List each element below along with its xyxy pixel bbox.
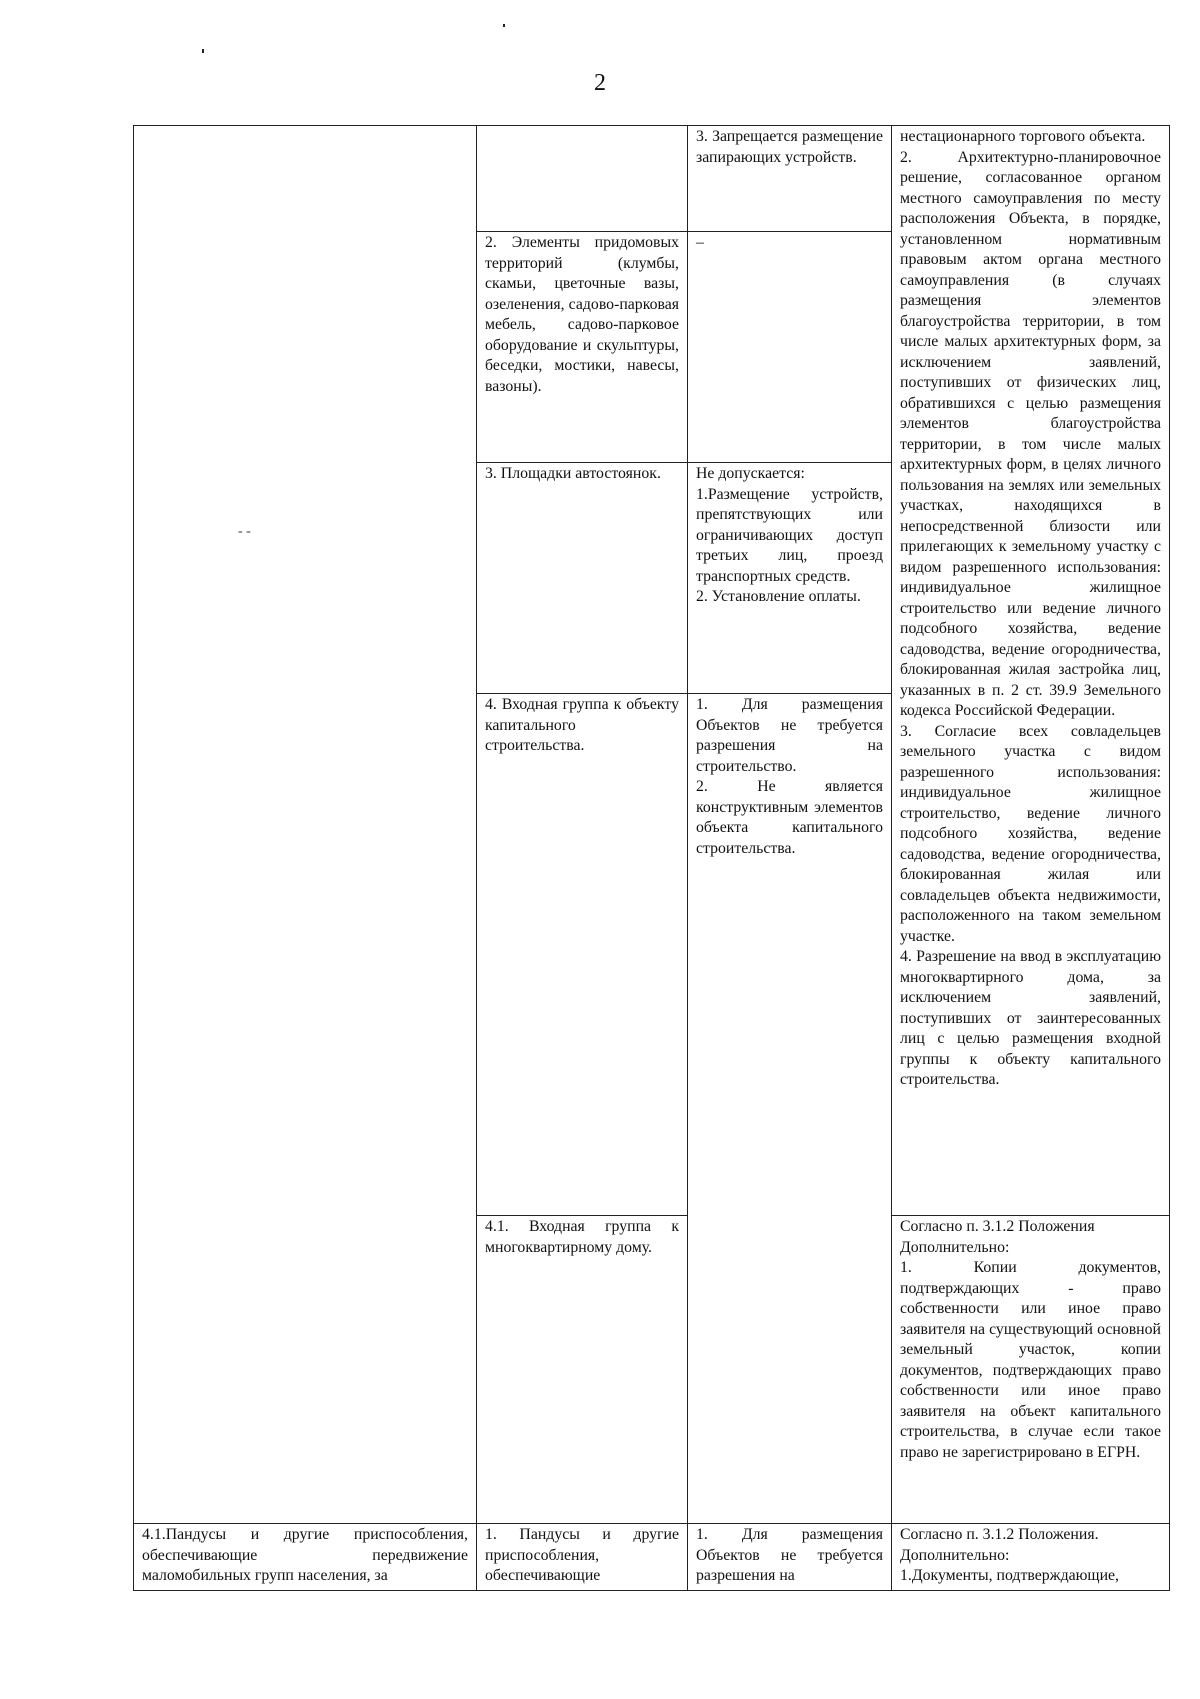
restriction-cell: – — [688, 232, 892, 463]
documents-cell: нестационарного торгового объекта. 2. Архитектурно-планировочное решение, согласованное органом местного самоуправления по месту расположения Объекта, в порядке, установленном нормативным правовым актом органа местного самоуправления (в случаях размещения элементов благоустройства территории, в том числе малых архитектурных форм, за исключением заявлений, поступивших от физических лиц, обратившихся с целью размещения элементов благоустройства территории, в том числе малых архитектурных форм, в целях личного пользования на землях или земельных участках, находящихся в непосредственной близости или прилегающих к земельному участку с видом разрешенного использования: индивидуальное жилищное строительство или ведение личного подсобного хозяйства, ведение садоводства, ведение огородничества, блокированная жилая застройка лиц, указанных в п. 2 ст. 39.9 Земельного кодекса Российской Федерации. 3. Согласие всех совладельцев земельного участка с видом разрешенного использования: индивидуальное жилищное строительство, ведение личного подсобного хозяйства, ведение садоводства, ведение огородничества, блокированная жилая или совладельцев объекта недвижимости, расположенного на таком земельном участке. 4. Разрешение на ввод в эксплуатацию многоквартирного дома, за исключением заявлений, поступивших от заинтересованных лиц с целью размещения входной группы к объекту капитального строительства. — [892, 126, 1170, 1216]
regulation-table — [133, 125, 1170, 1591]
restriction-cell: 1. Для размещения Объектов не требуется разрешения на — [688, 1524, 892, 1591]
stray-mark: - - — [238, 524, 251, 539]
restriction-cell: Не допускается: 1.Размещение устройств, препятствующих или ограничивающих доступ третьих лиц, проезд транспортных средств. 2. Установление оплаты. — [688, 463, 892, 694]
category-cell — [134, 126, 477, 1524]
table-row — [134, 1524, 1170, 1591]
documents-cell: Согласно п. 3.1.2 Положения. Дополнительно: 1.Документы, подтверждающие, — [892, 1524, 1170, 1591]
restriction-cell: 3. Запрещается размещение запирающих устройств. — [688, 126, 892, 232]
element-cell: 1. Пандусы и другие приспособления, обеспечивающие — [477, 1524, 688, 1591]
element-cell: 4. Входная группа к объекту капитального строительства. — [477, 694, 688, 1216]
element-cell: 2. Элементы придомовых территорий (клумбы, скамьи, цветочные вазы, озеленения, садово-парковая мебель, садово-парковое оборудование и скульптуры, беседки, мостики, навесы, вазоны). — [477, 232, 688, 463]
element-cell — [477, 126, 688, 232]
table-row — [134, 126, 1170, 232]
element-cell: 3. Площадки автостоянок. — [477, 463, 688, 694]
category-cell: 4.1.Пандусы и другие приспособления, обеспечивающие передвижение маломобильных групп населения, за — [134, 1524, 477, 1591]
scan-speck — [202, 49, 204, 53]
page-number: 2 — [594, 70, 606, 96]
element-cell: 4.1. Входная группа к многоквартирному дому. — [477, 1216, 688, 1524]
documents-cell: Согласно п. 3.1.2 Положения Дополнительно: 1. Копии документов, подтверждающих - право собственности или иное право заявителя на существующий основной земельный участок, копии документов, подтверждающих право собственности или иное право заявителя на объект капитального строительства, в случае если такое право не зарегистрировано в ЕГРН. — [892, 1216, 1170, 1524]
scan-speck — [503, 24, 505, 27]
restriction-cell: 1. Для размещения Объектов не требуется разрешения на строительство. 2. Не является конструктивным элементов объекта капитального строительства. — [688, 694, 892, 1524]
